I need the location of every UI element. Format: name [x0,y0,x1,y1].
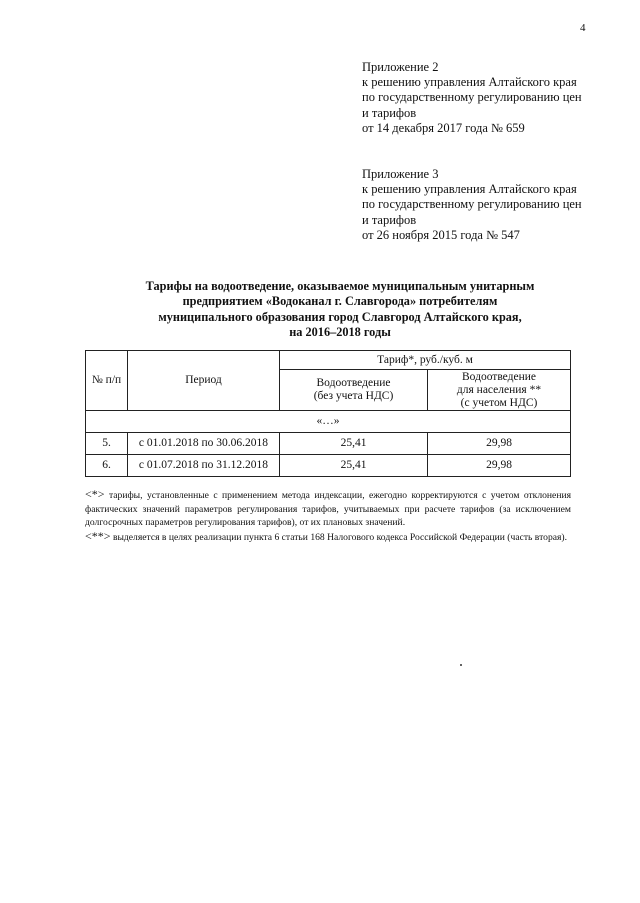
title-line: предприятием «Водоканал г. Славгорода» потребителям [182,294,498,309]
footnotes [85,488,571,544]
row-tariff-b: 29,98 [428,433,571,455]
header-col-a-line: Водоотведение [316,377,391,389]
ellipsis-cell: «…» [86,411,571,433]
header-col-a-line: (без учета НДС) [313,390,394,402]
header-period: Период [128,351,280,411]
footnote-2-text: выделяется в целях реализации пункта 6 статьи 168 Налогового кодекса Российской Федерации (часть вторая). [110,531,568,543]
header-col-b-line: Водоотведение [462,370,536,383]
appendix-2-line: от 14 декабря 2017 года № 659 [362,120,525,135]
page-number: 4 [580,22,586,34]
header-tariff: Тариф*, руб./куб. м [280,351,571,370]
row-tariff-a: 25,41 [280,455,428,477]
appendix-3-line: по государственному регулированию цен [362,197,582,212]
footnote-2 [85,530,571,545]
scan-speck [460,664,462,666]
appendix-2-header [362,60,622,136]
table-row [86,433,571,455]
row-tariff-b: 29,98 [428,455,571,477]
header-col-b-line: (с учетом НДС) [460,396,538,409]
footnote-1-text: тарифы, установленные с применением метода индексации, ежегодно корректируются с учетом отклонения фактических значений параметров регулирования тарифов, учитываемых при расчете тарифов (за исключением долгосрочных параметров регулирования тарифов), от их плановых значений. [85,490,571,529]
document-title [100,279,580,340]
row-period: с 01.01.2018 по 30.06.2018 [128,433,280,455]
table-row [86,455,571,477]
header-col-a [280,370,428,411]
appendix-2-line: к решению управления Алтайского края [362,75,577,90]
footnote-2-marker: <**> [85,528,111,543]
title-line: на 2016–2018 годы [289,324,391,339]
appendix-3-header [362,167,622,243]
appendix-2-line: и тарифов [362,105,417,120]
row-num: 5. [86,433,128,455]
title-line: муниципального образования город Славгород Алтайского края, [158,309,522,324]
footnote-1 [85,488,571,530]
appendix-3-line: от 26 ноября 2015 года № 547 [362,227,520,242]
appendix-2-line: по государственному регулированию цен [362,90,582,105]
title-line: Тарифы на водоотведение, оказываемое муниципальным унитарным [145,279,535,293]
header-col-b [428,370,571,411]
appendix-3-line: и тарифов [362,212,417,227]
footnote-1-marker: <*> [85,487,105,501]
row-tariff-a: 25,41 [280,433,428,455]
row-period: с 01.07.2018 по 31.12.2018 [128,455,280,477]
appendix-3-line: Приложение 3 [362,167,439,181]
appendix-3-line: к решению управления Алтайского края [362,182,577,197]
row-num: 6. [86,455,128,477]
tariff-table [85,350,571,477]
appendix-2-line: Приложение 2 [362,60,439,74]
header-num: № п/п [86,351,128,411]
header-col-b-line: для населения ** [456,383,542,396]
